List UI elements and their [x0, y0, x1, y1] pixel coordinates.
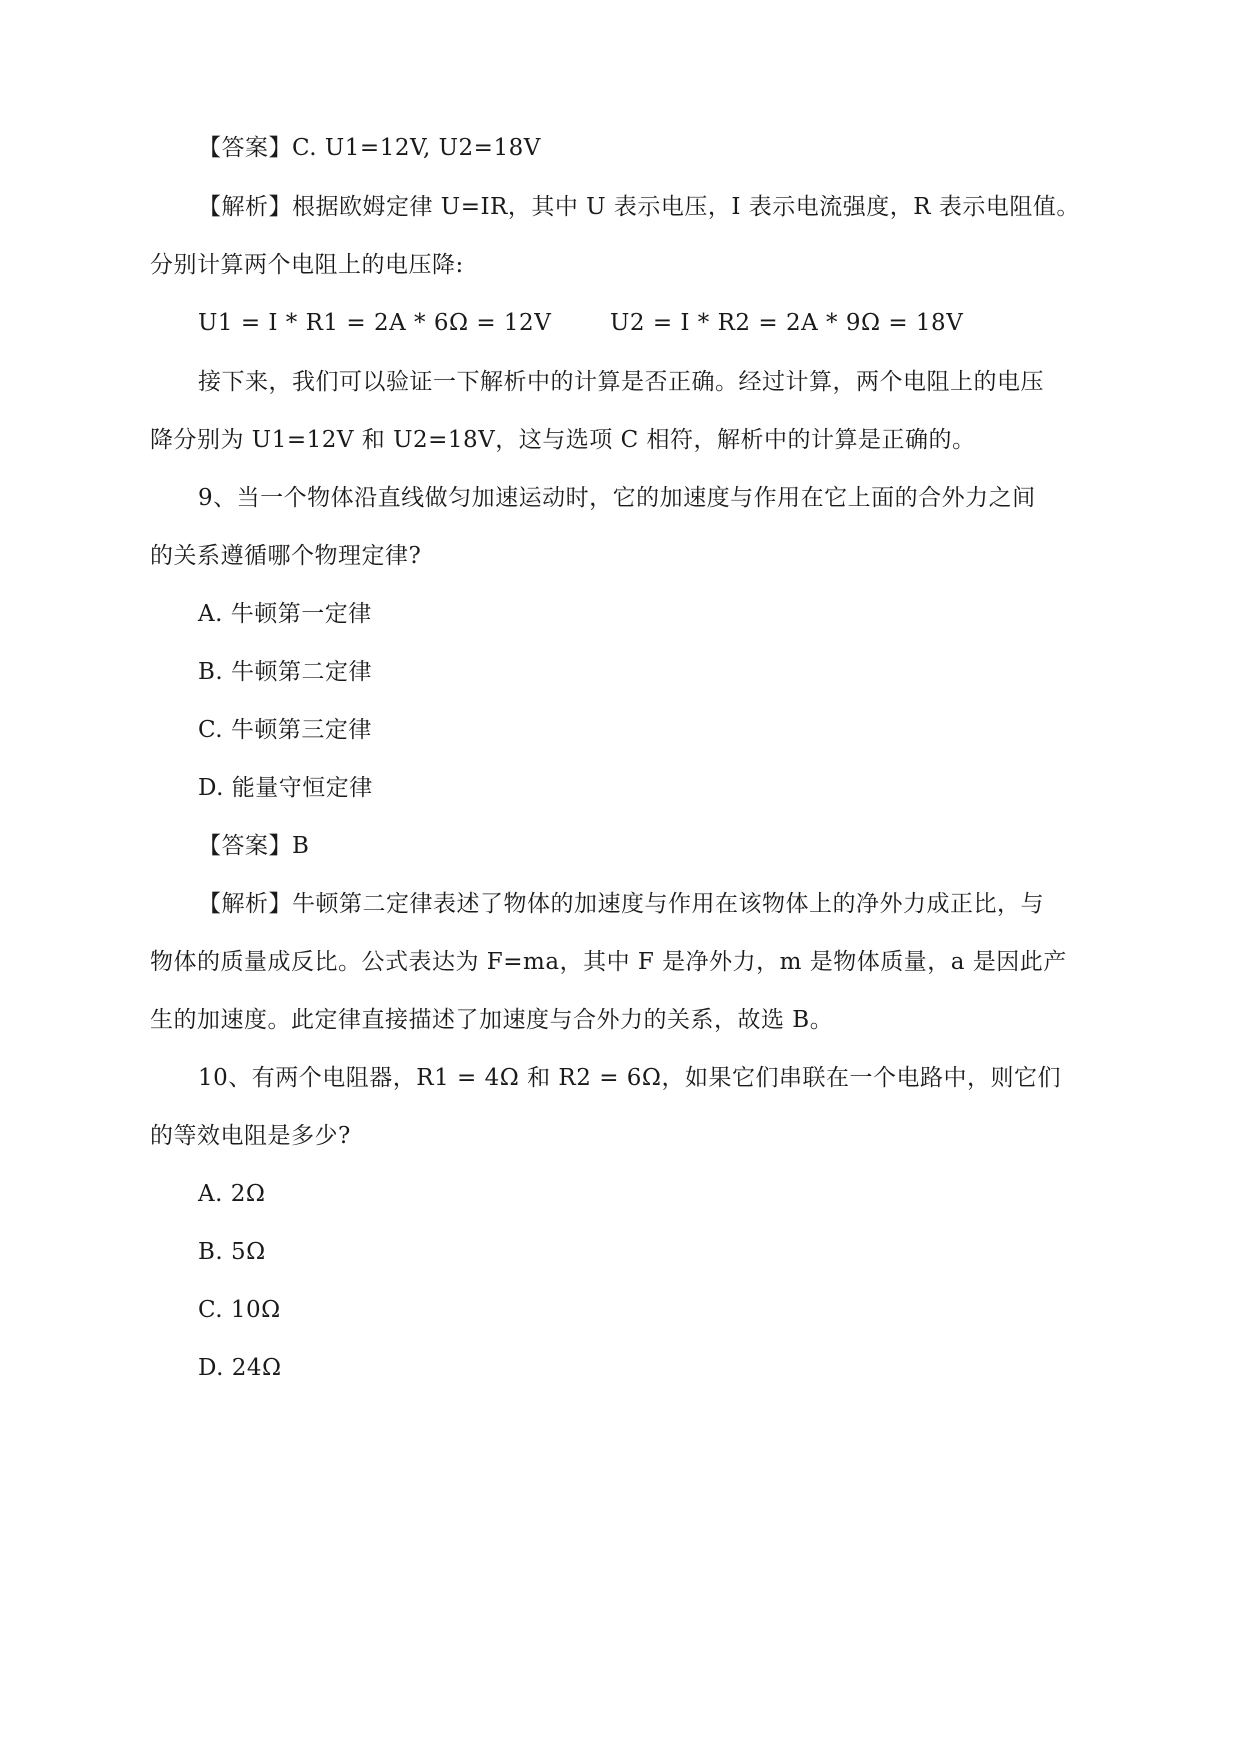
question-10-option-b: B. 5Ω — [198, 1239, 266, 1265]
question-9-line-2: 的关系遵循哪个物理定律? — [150, 543, 422, 569]
answer-line — [198, 133, 541, 163]
question-9-analysis-line-2: 物体的质量成反比。公式表达为 F=ma，其中 F 是净外力，m 是物体质量，a 是因此产 — [150, 949, 1067, 975]
question-9-answer — [198, 831, 309, 861]
question-10-line-2: 的等效电阻是多少? — [150, 1123, 351, 1149]
analysis-text: 根据欧姆定律 U=IR，其中 U 表示电压，I 表示电流强度，R 表示电阻值。 — [292, 194, 1080, 220]
verify-line-1: 接下来，我们可以验证一下解析中的计算是否正确。经过计算，两个电阻上的电压 — [198, 369, 1044, 395]
equation-u2: U2 = I * R2 = 2A * 9Ω = 18V — [610, 310, 964, 336]
question-10-option-d: D. 24Ω — [198, 1355, 282, 1381]
question-10-option-c: C. 10Ω — [198, 1297, 281, 1323]
equation-u1: U1 = I * R1 = 2A * 6Ω = 12V — [198, 310, 552, 336]
question-9-option-b: B. 牛顿第二定律 — [198, 659, 373, 685]
question-9-analysis-line-3: 生的加速度。此定律直接描述了加速度与合外力的关系，故选 B。 — [150, 1007, 834, 1033]
answer-text: C. U1=12V, U2=18V — [292, 135, 541, 161]
answer-tag: 【答案】 — [198, 833, 292, 859]
question-9-option-c: C. 牛顿第三定律 — [198, 717, 372, 743]
analysis-tag: 【解析】 — [198, 891, 292, 917]
question-9-option-a: A. 牛顿第一定律 — [198, 601, 372, 627]
question-9-line-1: 9、当一个物体沿直线做匀加速运动时，它的加速度与作用在它上面的合外力之间 — [198, 485, 1036, 511]
analysis-line-2: 分别计算两个电阻上的电压降: — [150, 252, 464, 278]
analysis-tag: 【解析】 — [198, 194, 292, 220]
question-9-analysis-line-1 — [198, 889, 1044, 919]
question-10-option-a: A. 2Ω — [198, 1181, 266, 1207]
verify-line-2: 降分别为 U1=12V 和 U2=18V，这与选项 C 相符，解析中的计算是正确的。 — [150, 427, 976, 453]
answer-value: B — [292, 833, 310, 859]
answer-tag: 【答案】 — [198, 135, 292, 161]
analysis-line-1 — [198, 192, 1080, 222]
question-10-line-1: 10、有两个电阻器，R1 = 4Ω 和 R2 = 6Ω，如果它们串联在一个电路中，则它们 — [198, 1065, 1061, 1091]
question-9-option-d: D. 能量守恒定律 — [198, 775, 373, 801]
analysis-text: 牛顿第二定律表述了物体的加速度与作用在该物体上的净外力成正比，与 — [292, 891, 1044, 917]
